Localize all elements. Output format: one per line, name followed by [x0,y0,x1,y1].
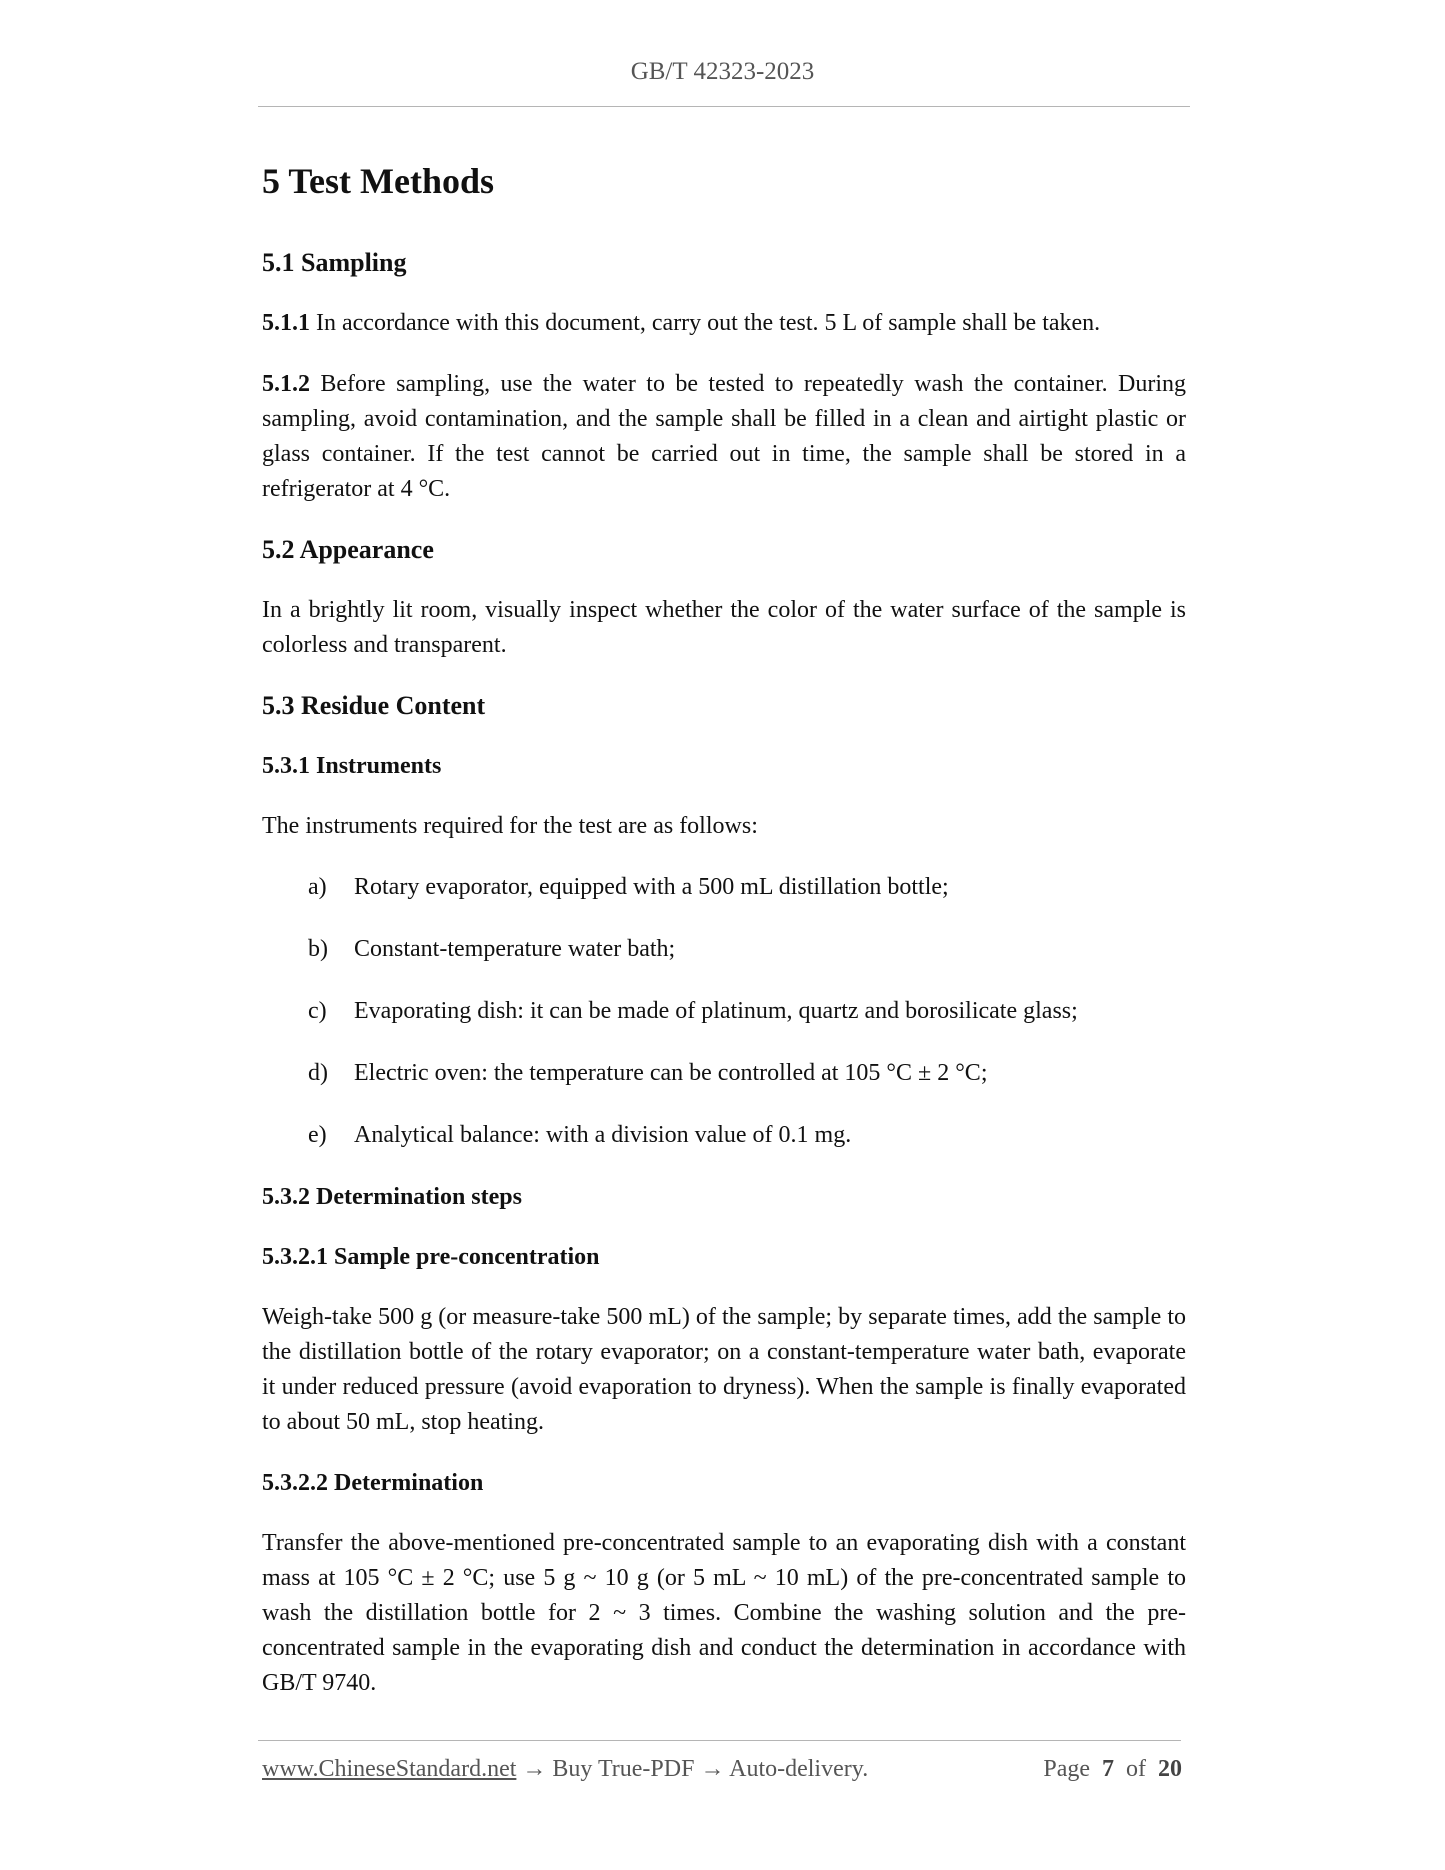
heading-5-1: 5.1 Sampling [262,248,407,277]
heading-5-3-2: 5.3.2 Determination steps [262,1184,522,1210]
list-text: Electric oven: the temperature can be controlled at 105 °C ± 2 °C; [354,1060,988,1086]
list-text: Constant-temperature water bath; [354,936,676,962]
header-divider [258,106,1190,107]
list-marker: d) [308,1060,328,1086]
footer [262,1756,1182,1783]
list-item [262,1118,1186,1153]
of-label: of [1126,1756,1146,1782]
paragraph-5-2: In a brightly lit room, visually inspect whether the color of the water surface of the sample is colorless and transparent. [262,597,1186,658]
page-label: Page [1043,1756,1090,1782]
list-item [262,1056,1186,1091]
page-content [262,156,1186,1727]
list-item [262,870,1186,905]
heading-5-3-2-1: 5.3.2.1 Sample pre-concentration [262,1244,600,1270]
list-item [262,932,1186,967]
paragraph-5-1-2 [262,367,1186,507]
clause-number: 5.1.1 [262,310,310,336]
heading-5-3-1: 5.3.1 Instruments [262,753,442,779]
instruments-intro: The instruments required for the test are as follows: [262,813,758,839]
heading-5-3: 5.3 Residue Content [262,691,486,720]
instrument-list [262,870,1186,1153]
clause-text: Before sampling, use the water to be tested to repeatedly wash the container. During sampling, avoid contamination, and the sample shall be filled in a clean and airtight plastic or glass container. If the test cannot be carried out in time, the sample shall be stored in a refrigerator at 4 °C. [262,371,1186,502]
list-marker: a) [308,874,327,900]
list-marker: c) [308,998,327,1024]
footer-tagline: → Buy True-PDF → Auto-delivery. [516,1756,869,1782]
list-text: Analytical balance: with a division value of 0.1 mg. [354,1122,852,1148]
section-title: 5 Test Methods [262,161,495,201]
paragraph-5-3-2-1: Weigh-take 500 g (or measure-take 500 mL) of the sample; by separate times, add the sample to the distillation bottle of the rotary evaporator; on a constant-temperature water bath, evaporate it under reduced pressure (avoid evaporation to dryness). When the sample is finally evaporated to about 50 mL, stop heating. [262,1304,1186,1435]
footer-promo [262,1756,868,1783]
list-item [262,994,1186,1029]
heading-5-3-2-2: 5.3.2.2 Determination [262,1470,484,1496]
clause-text: In accordance with this document, carry out the test. 5 L of sample shall be taken. [310,310,1101,336]
list-marker: b) [308,936,328,962]
list-marker: e) [308,1122,327,1148]
paragraph-5-3-2-2: Transfer the above-mentioned pre-concentrated sample to an evaporating dish with a constant mass at 105 °C ± 2 °C; use 5 g ~ 10 g (or 5 mL ~ 10 mL) of the pre-concentrated sample to wash the distillation bottle for 2 ~ 3 times. Combine the washing solution and the pre-concentrated sample in the evaporating dish and conduct the determination in accordance with GB/T 9740. [262,1530,1186,1696]
heading-5-2: 5.2 Appearance [262,535,434,564]
clause-number: 5.1.2 [262,371,310,397]
page-number: 7 [1102,1756,1114,1782]
site-link[interactable]: www.ChineseStandard.net [262,1756,517,1782]
list-text: Rotary evaporator, equipped with a 500 mL distillation bottle; [354,874,949,900]
paragraph-5-1-1 [262,306,1186,341]
page-total: 20 [1158,1756,1182,1782]
list-text: Evaporating dish: it can be made of platinum, quartz and borosilicate glass; [354,998,1078,1024]
header-doc-code: GB/T 42323-2023 [630,58,815,85]
footer-divider [258,1740,1181,1741]
page-indicator [1043,1756,1182,1783]
